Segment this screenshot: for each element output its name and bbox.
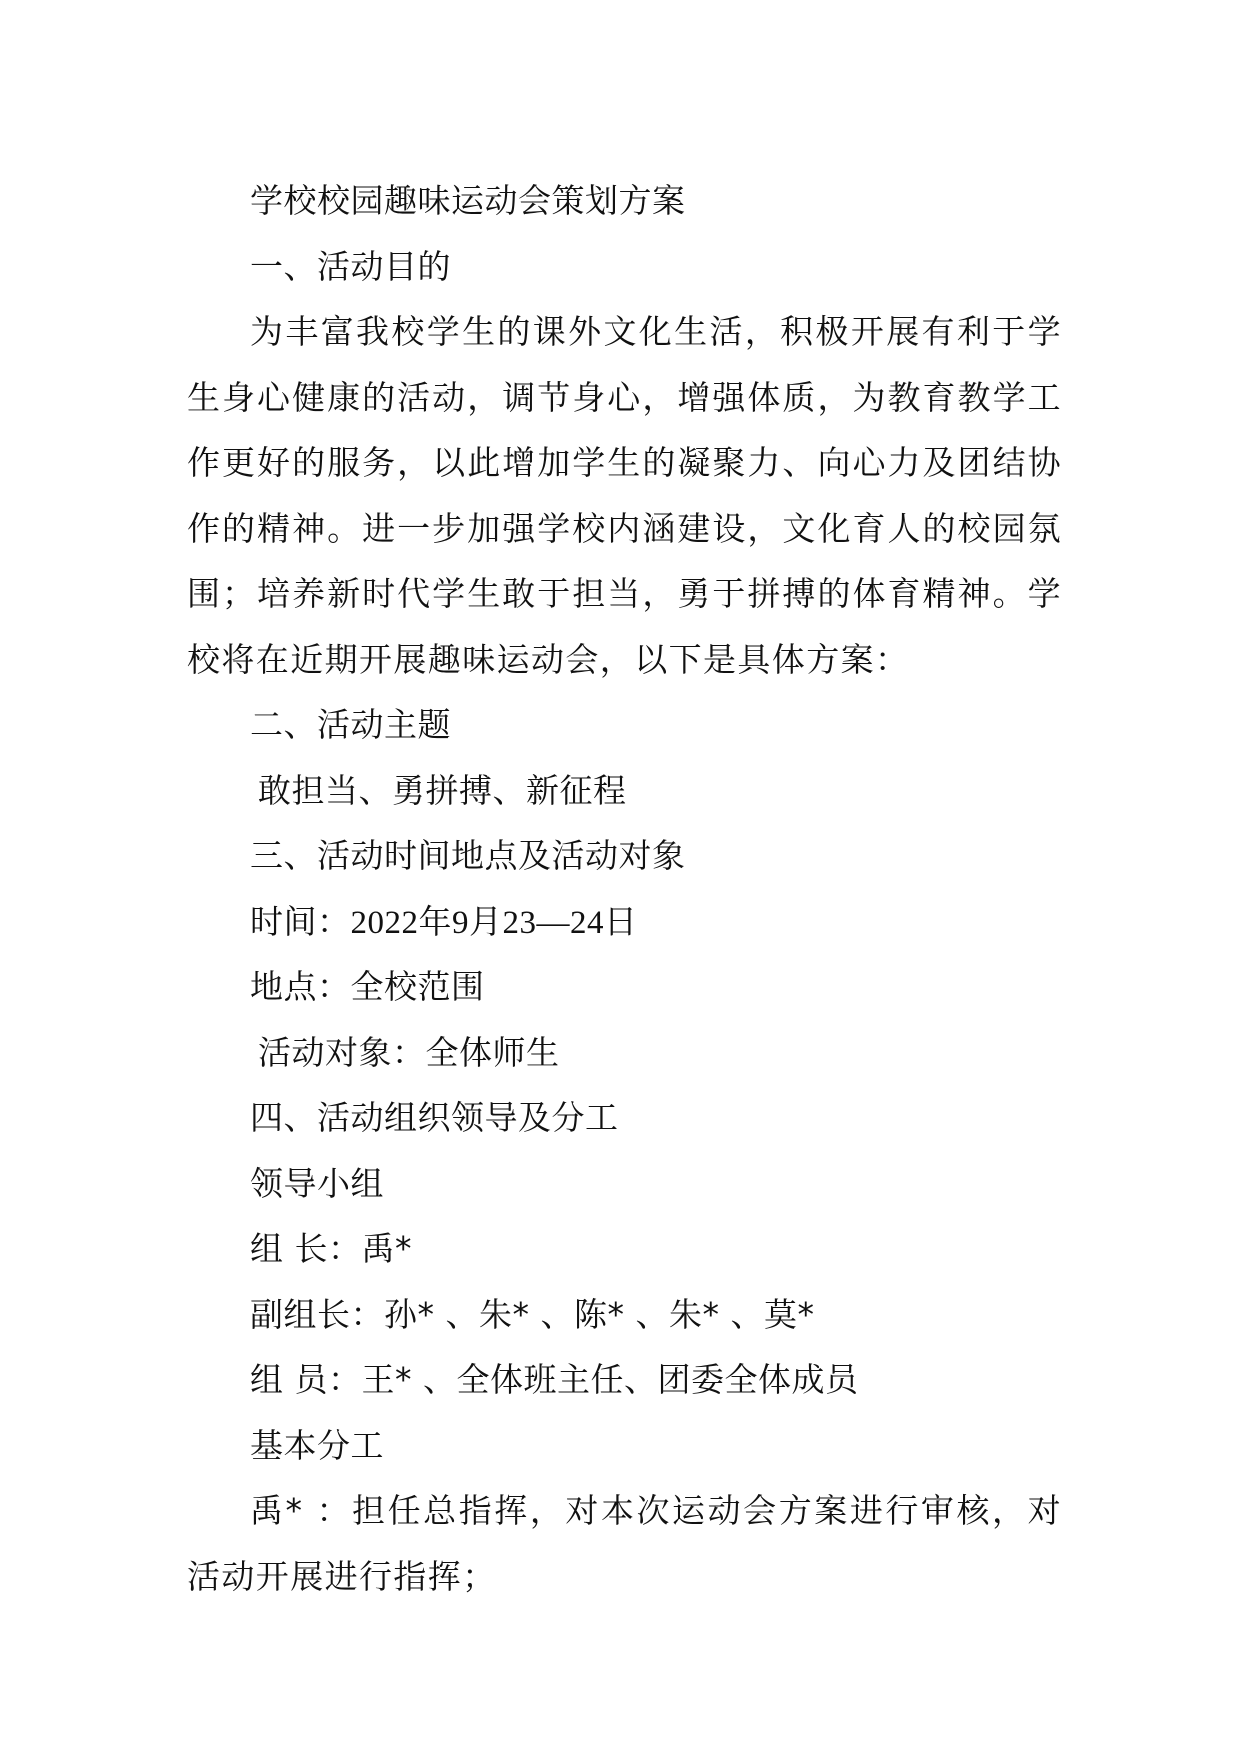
location-line: 地点：全校范围 [250,967,485,1006]
section-heading-theme: 二、活动主题 [250,705,451,744]
members-line: 组 员：王* 、全体班主任、团委全体成员 [250,1360,859,1399]
vice-leaders-line: 副组长：孙* 、朱* 、陈* 、朱* 、莫* [250,1294,815,1334]
section-heading-organization: 四、活动组织领导及分工 [250,1098,619,1137]
theme-text: 敢担当、勇拼搏、新征程 [258,770,627,810]
document-title: 学校校园趣味运动会策划方案 [250,181,686,220]
time-label: 时间： [250,901,351,941]
purpose-paragraph: 为丰富我校学生的课外文化生活，积极开展有利于学生身心健康的活动，调节身心，增强体质，为教育教学工作更好的服务，以此增加学生的凝聚力、向心力及团结协作的精神。进一步加强学校内涵建设，文化育人的校园氛围；培养新时代学生敢于担当，勇于拼搏的体育精神。学校将在近期开展趣味运动会，以下是具体方案： [187,312,1062,679]
leader-line: 组 长：禹* [250,1229,412,1268]
target-line: 活动对象：全体师生 [258,1032,560,1072]
section-heading-time-place: 三、活动时间地点及活动对象 [250,836,686,875]
leadership-heading: 领导小组 [250,1163,384,1203]
document-body [187,168,1062,1609]
division-paragraph: 禹* ：担任总指挥，对本次运动会方案进行审核，对活动开展进行指挥； [187,1491,1062,1596]
section-heading-purpose: 一、活动目的 [250,246,451,286]
division-heading: 基本分工 [250,1425,384,1465]
time-line [187,889,1062,955]
time-value: 2022年9月23—24日 [350,904,638,941]
